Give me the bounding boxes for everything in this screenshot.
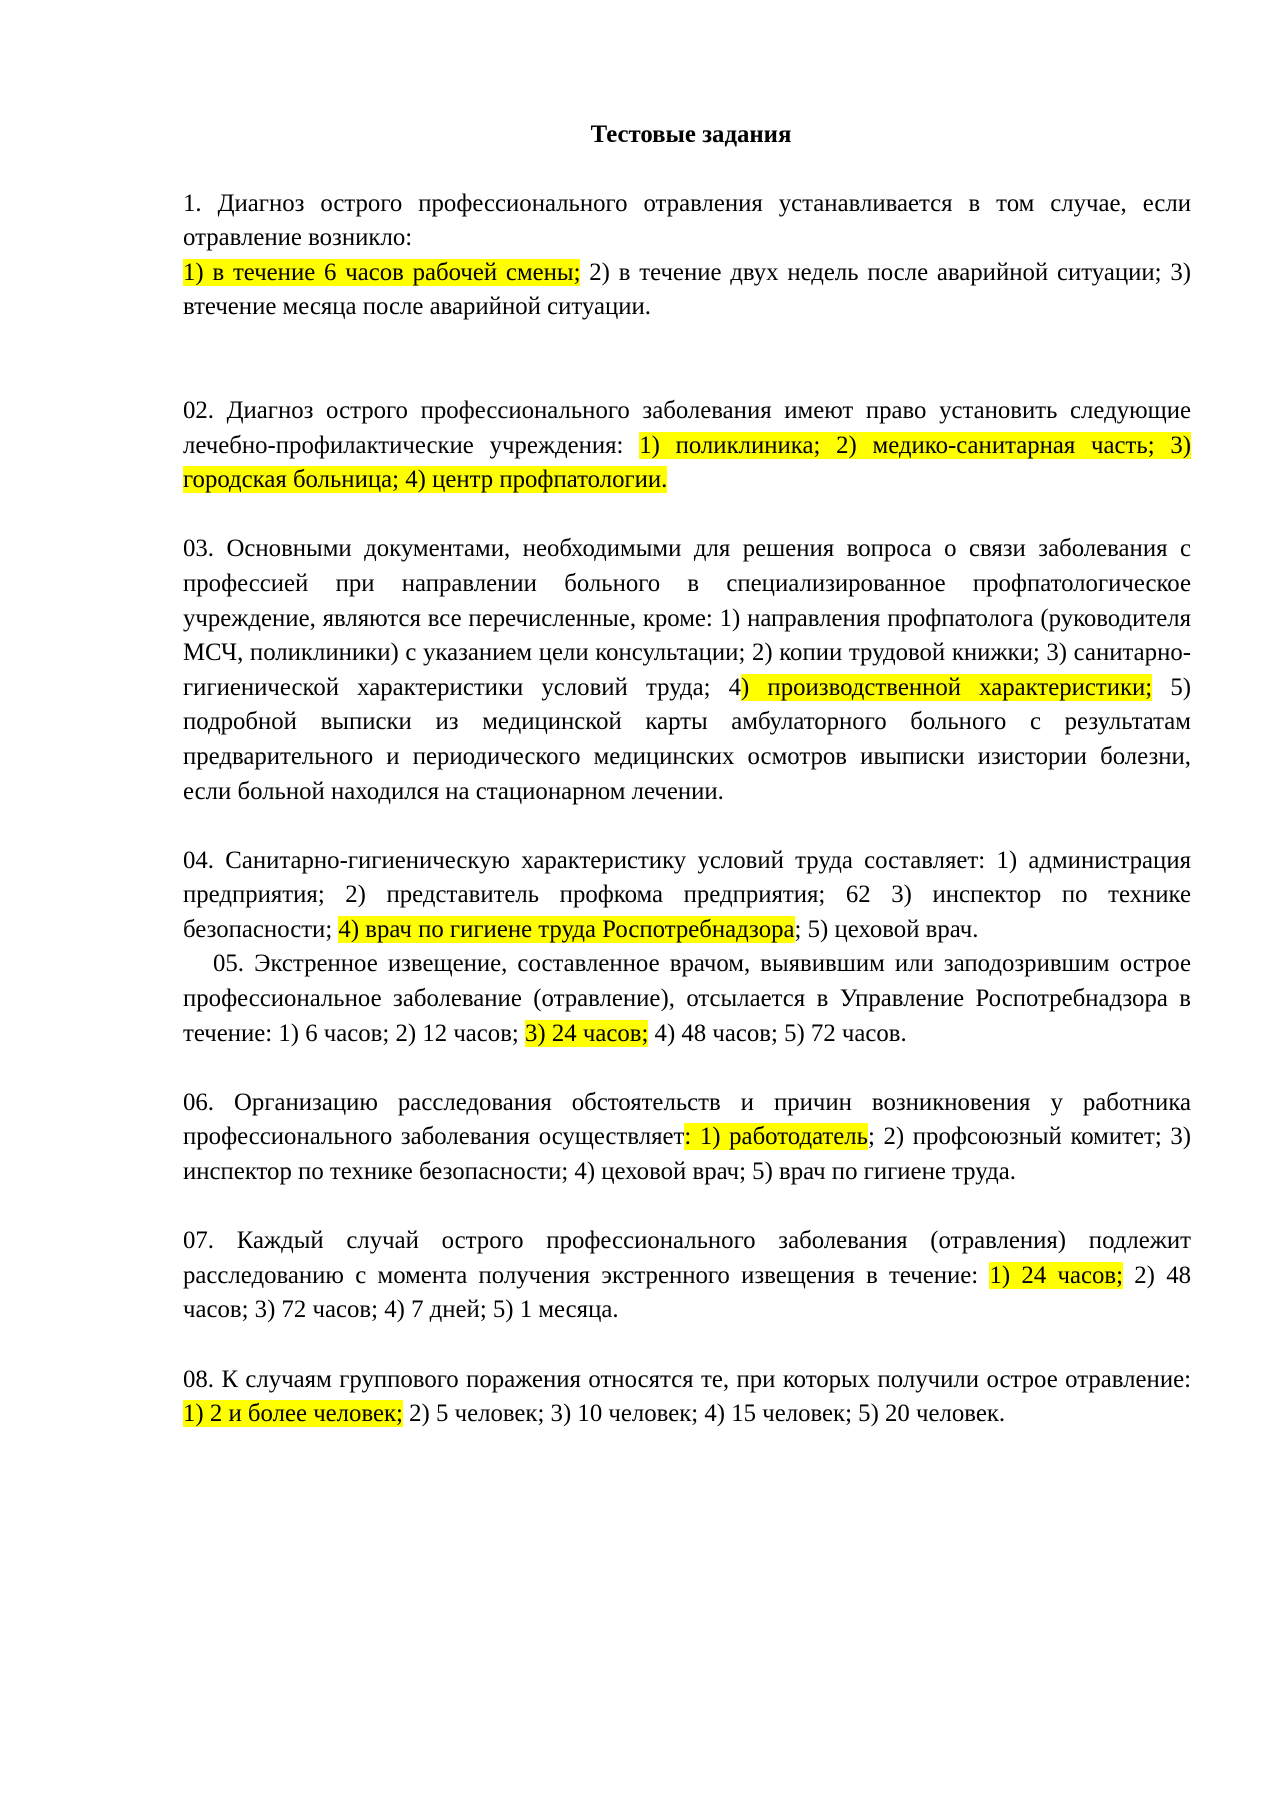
highlighted-answer: 3) 24 часов; <box>525 1019 649 1047</box>
question-number: 02. <box>183 396 214 424</box>
question-2 <box>183 394 1191 498</box>
question-text-after: 2) 48 часов; 3) 72 часов; 4) 7 дней; 5) 1 месяца. <box>183 1261 1191 1324</box>
question-text-after: 4) 48 часов; 5) 72 часов. <box>648 1019 907 1047</box>
question-text-before: Санитарно-гигиеническую характеристику условий труда составляет: 1) администрация предприятия; 2) представитель профкома предприятия; 62 3) инспектор по технике безопасности; <box>183 846 1191 943</box>
question-number: 05. <box>213 950 244 978</box>
question-stem: Диагноз острого профессионального заболевания имеют право установить следующие лечебно-профилактические учреждения: <box>183 396 1191 459</box>
question-number: 1. <box>183 189 202 217</box>
question-text-before: Экстренное извещение, составленное врачом, выявившим или заподозрившим острое профессиональное заболевание (отравление), отсылается в Управление Роспотребнадзора в течение: 1) 6 часов; 2) 12 часов; <box>183 950 1191 1047</box>
question-8 <box>183 1363 1191 1432</box>
highlighted-answer: 1) 2 и более человек; <box>183 1400 403 1428</box>
question-text-before: Каждый случай острого профессионального заболевания (отравления) подлежит расследованию с момента получения экстренного извещения в течение: <box>183 1227 1191 1289</box>
question-text-after: ; 5) цеховой врач. <box>794 915 979 943</box>
question-text-before: К случаям группового поражения относятся те, при которых получили острое отравление: <box>214 1365 1191 1393</box>
question-number: 06. <box>183 1088 214 1116</box>
highlighted-answer: ) производственной характеристики; <box>741 673 1153 701</box>
question-3 <box>183 532 1191 809</box>
question-text-before: Основными документами, необходимыми для решения вопроса о связи заболевания с профессией при направлении больного в специализированное профпатологическое учреждение, являются все перечисленные, кроме: 1) направления профпатолога (руководителя МСЧ, поликлиники) с указанием цели консультации; 2) копии трудовой книжки; 3) санитарно-гигиенической характеристики условий труда; 4 <box>183 535 1191 701</box>
page-title: Тестовые задания <box>590 121 792 148</box>
question-number: 04. <box>183 846 214 874</box>
question-number: 08. <box>183 1365 214 1393</box>
question-6 <box>183 1086 1191 1190</box>
question-7 <box>183 1224 1191 1328</box>
highlighted-answer: 1) в течение 6 часов рабочей смены; <box>183 258 581 286</box>
question-1 <box>183 187 1191 325</box>
highlighted-answer: 1) 24 часов; <box>989 1261 1123 1289</box>
answer-options-rest: 2) в течение двух недель после аварийной ситуации; 3) втечение месяца после аварийной ситуации. <box>183 258 1191 321</box>
question-text-after: 5) подробной выписки из медицинской карты амбулаторного больного с результатам предварительного и периодического медицинских осмотров ивыписки изистории болезни, если больной находился на стационарном лечении. <box>183 673 1191 805</box>
question-4 <box>183 844 1191 948</box>
question-text-before: Организацию расследования обстоятельств и причин возникновения у работника профессионального заболевания осуществляет <box>183 1088 1191 1151</box>
question-number: 03. <box>183 535 214 563</box>
question-text-after: 2) 5 человек; 3) 10 человек; 4) 15 человек; 5) 20 человек. <box>402 1400 1006 1428</box>
highlighted-answer: 4) врач по гигиене труда Роспотребнадзора <box>338 915 795 943</box>
question-stem: Диагноз острого профессионального отравления устанавливается в том случае, если отравление возникло: <box>183 189 1191 252</box>
highlighted-answer: : 1) работодатель <box>684 1123 868 1151</box>
question-text-after: ; 2) профсоюзный комитет; 3) инспектор по технике безопасности; 4) цеховой врач; 5) врач по гигиене труда. <box>183 1123 1191 1186</box>
question-number: 07. <box>183 1227 214 1255</box>
highlighted-answer: 1) поликлиника; 2) медико-санитарная часть; 3) городская больница; 4) центр профпатологии. <box>183 431 1191 494</box>
question-5 <box>183 947 1191 1051</box>
document-content <box>183 118 1191 1432</box>
